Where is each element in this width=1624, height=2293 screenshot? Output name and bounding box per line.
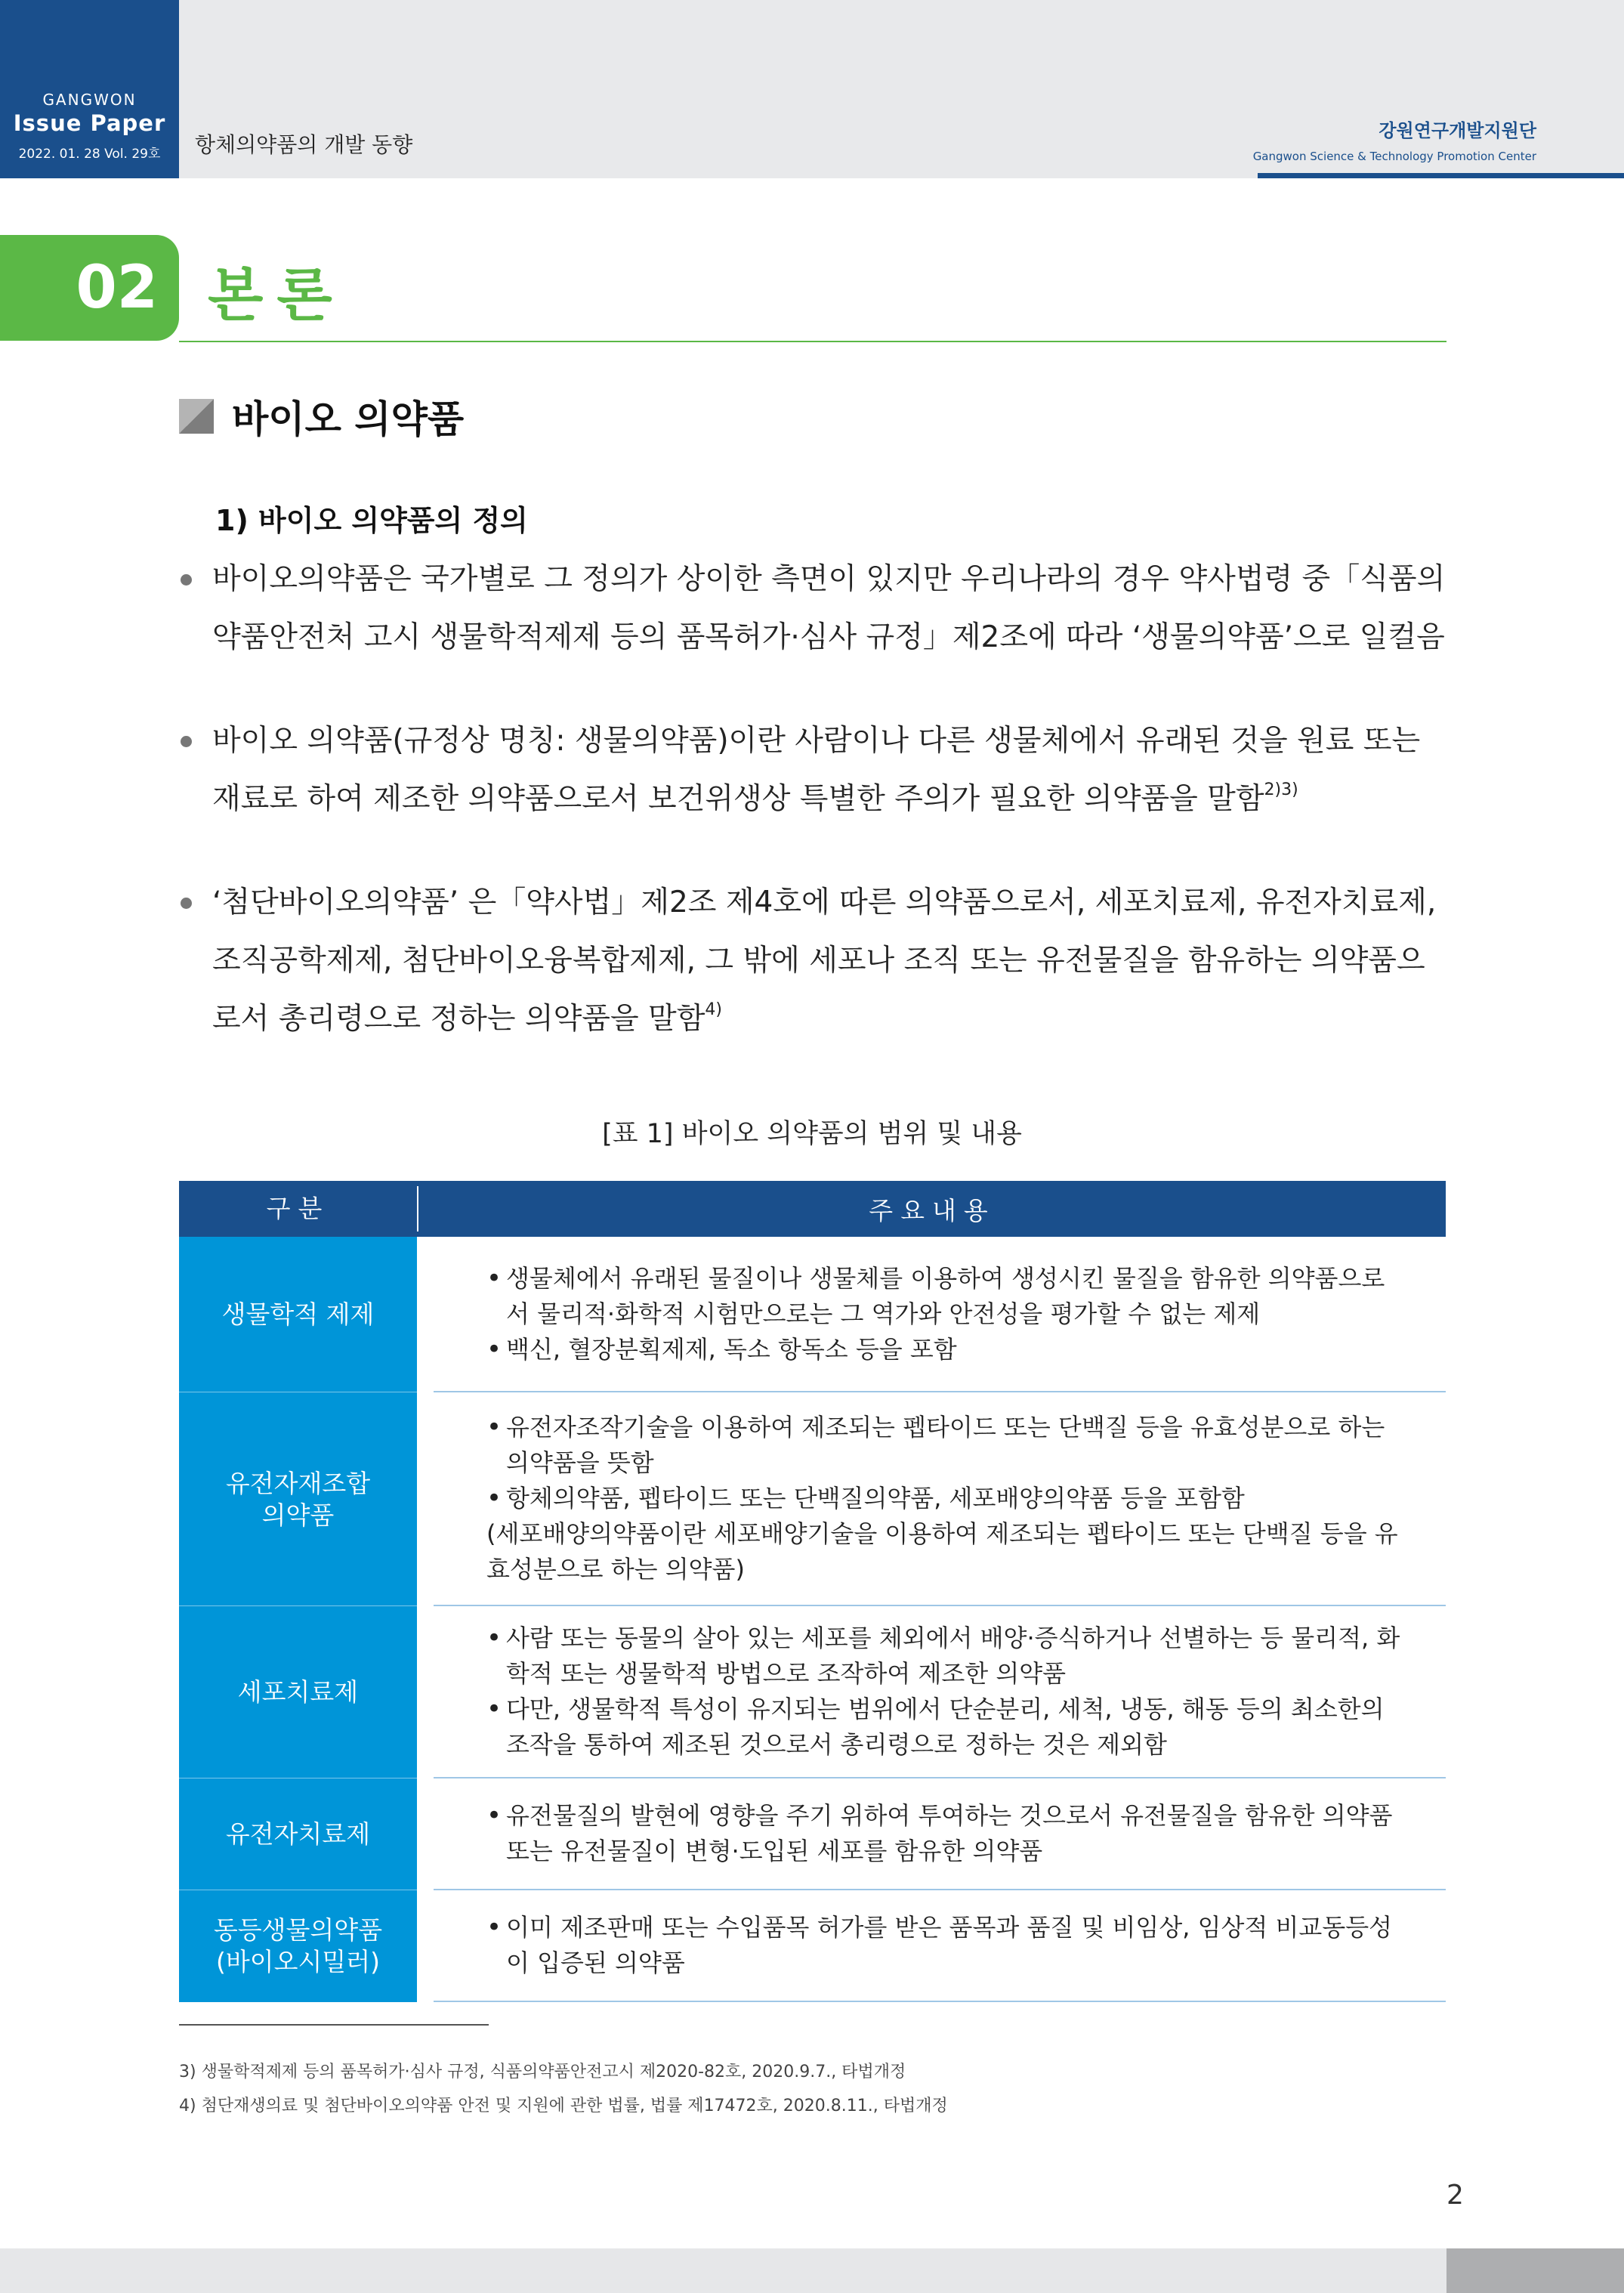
org-logo bbox=[1253, 116, 1536, 163]
table-row-category: 세포치료제 bbox=[179, 1606, 417, 1778]
brand-line2: Issue Paper bbox=[13, 110, 166, 136]
footnote-ref: 4) bbox=[705, 1000, 722, 1019]
table-header-category: 구분 bbox=[179, 1186, 418, 1231]
table-item: • 유전자조작기술을 이용하여 제조되는 펩타이드 또는 단백질 등을 유효성분으로 하는 의약품을 뜻함 bbox=[486, 1410, 1400, 1481]
table-note: (세포배양의약품이란 세포배양기술을 이용하여 제조되는 펩타이드 또는 단백질 등을 유효성분으로 하는 의약품) bbox=[486, 1519, 1398, 1584]
table-row bbox=[179, 1890, 1446, 2002]
brand-logo bbox=[0, 0, 179, 178]
table-row-category: 동등생물의약품 (바이오시밀러) bbox=[179, 1890, 417, 2002]
table-item: • 생물체에서 유래된 물질이나 생물체를 이용하여 생성시킨 물질을 함유한 의약품으로서 물리적·화학적 시험만으로는 그 역가와 안전성을 평가할 수 없는 제제 bbox=[486, 1261, 1400, 1332]
header-accent-line bbox=[1258, 173, 1624, 178]
section-title: 본론 bbox=[208, 261, 346, 329]
footnote: 3) 생물학적제제 등의 품목허가·심사 규정, 식품의약품안전고시 제2020-82호, 2020.9.7., 타법개정 bbox=[179, 2063, 906, 2081]
square-bullet-icon bbox=[179, 399, 214, 434]
table-row bbox=[179, 1237, 1446, 1392]
table-row-content bbox=[434, 1606, 1446, 1778]
table-item: • 다만, 생물학적 특성이 유지되는 범위에서 단순분리, 세척, 냉동, 해동 등의 최소한의 조작을 통하여 제조된 것으로서 총리령으로 정하는 것은 제외함 bbox=[486, 1692, 1400, 1763]
header-title: 항체의약품의 개발 동향 bbox=[195, 132, 413, 157]
table-row-category: 유전자치료제 bbox=[179, 1778, 417, 1890]
table-caption: [표 1] 바이오 의약품의 범위 및 내용 bbox=[602, 1119, 1022, 1149]
table-item: • 유전물질의 발현에 영향을 주기 위하여 투여하는 것으로서 유전물질을 함유한 의약품 또는 유전물질이 변형·도입된 세포를 함유한 의약품 bbox=[486, 1798, 1400, 1869]
table-item: • 사람 또는 동물의 살아 있는 세포를 체외에서 배양·증식하거나 선별하는 등 물리적, 화학적 또는 생물학적 방법으로 조작하여 제조한 의약품 bbox=[486, 1621, 1400, 1692]
table-row bbox=[179, 1606, 1446, 1778]
brand-issue-date: 2022. 01. 28 Vol. 29호 bbox=[18, 147, 161, 162]
bullet-paragraph: 바이오 의약품(규정상 명칭: 생물의약품)이란 사람이나 다른 생물체에서 유래된 것을 원료 또는 재료로 하여 제조한 의약품으로서 보건위생상 특별한 주의가 필요한 의약품을 말함$^{2)3)}$ bbox=[179, 712, 1452, 828]
bullet-paragraph: ‘첨단바이오의약품’ 은「약사법」제2조 제4호에 따른 의약품으로서, 세포치료제, 유전자치료제, 조직공학제제, 첨단바이오융복합제제, 그 밖에 세포나 조직 또는 유전물질을 함유하는 의약품으로서 총리령으로 정하는 의약품을 말함$^{4)}$ bbox=[179, 873, 1452, 1048]
page-header bbox=[0, 0, 1624, 178]
table-header bbox=[179, 1181, 1446, 1237]
footnote: 4) 첨단재생의료 및 첨단바이오의약품 안전 및 지원에 관한 법률, 법률 제17472호, 2020.8.11., 타법개정 bbox=[179, 2097, 948, 2115]
page-footer-accent bbox=[1446, 2248, 1624, 2293]
org-name: 강원연구개발지원단 bbox=[1379, 120, 1536, 141]
heading-text: 바이오 의약품 bbox=[232, 397, 465, 441]
org-name-en: Gangwon Science & Technology Promotion Center bbox=[1252, 150, 1536, 163]
brand-line1: GANGWON bbox=[42, 91, 137, 109]
footnote-ref: 2)3) bbox=[1264, 780, 1298, 799]
table-row-content bbox=[434, 1778, 1446, 1890]
table-row-content bbox=[434, 1237, 1446, 1392]
table-row-content bbox=[434, 1890, 1446, 2002]
footnote-divider bbox=[179, 2024, 489, 2026]
section-divider bbox=[179, 341, 1446, 342]
table-row bbox=[179, 1778, 1446, 1890]
table-header-content: 주요내용 bbox=[869, 1195, 996, 1225]
table-row-category: 유전자재조합 의약품 bbox=[179, 1392, 417, 1606]
table-item: • 백신, 혈장분획제제, 독소 항독소 등을 포함 bbox=[486, 1332, 1400, 1367]
heading bbox=[179, 389, 464, 443]
table-row bbox=[179, 1392, 1446, 1606]
table-item: • 이미 제조판매 또는 수입품목 허가를 받은 품목과 품질 및 비임상, 임상적 비교동등성이 입증된 의약품 bbox=[486, 1910, 1400, 1981]
bio-drug-table bbox=[179, 1181, 1446, 2002]
bullet-list bbox=[179, 550, 1452, 1093]
section-number-tab bbox=[0, 235, 179, 341]
section-number: 02 bbox=[76, 254, 158, 322]
table-row-category: 생물학적 제제 bbox=[179, 1237, 417, 1392]
table-item: • 항체의약품, 펩타이드 또는 단백질의약품, 세포배양의약품 등을 포함함 bbox=[486, 1481, 1400, 1516]
page-footer-bar bbox=[0, 2248, 1446, 2293]
page-number: 2 bbox=[1446, 2180, 1464, 2211]
bullet-paragraph: 바이오의약품은 국가별로 그 정의가 상이한 측면이 있지만 우리나라의 경우 약사법령 중「식품의약품안전처 고시 생물학적제제 등의 품목허가·심사 규정」제2조에 따라 ‘생물의약품’으로 일컬음 bbox=[179, 550, 1452, 666]
table-row-content bbox=[434, 1392, 1446, 1606]
subheading: 1) 바이오 의약품의 정의 bbox=[215, 504, 528, 537]
